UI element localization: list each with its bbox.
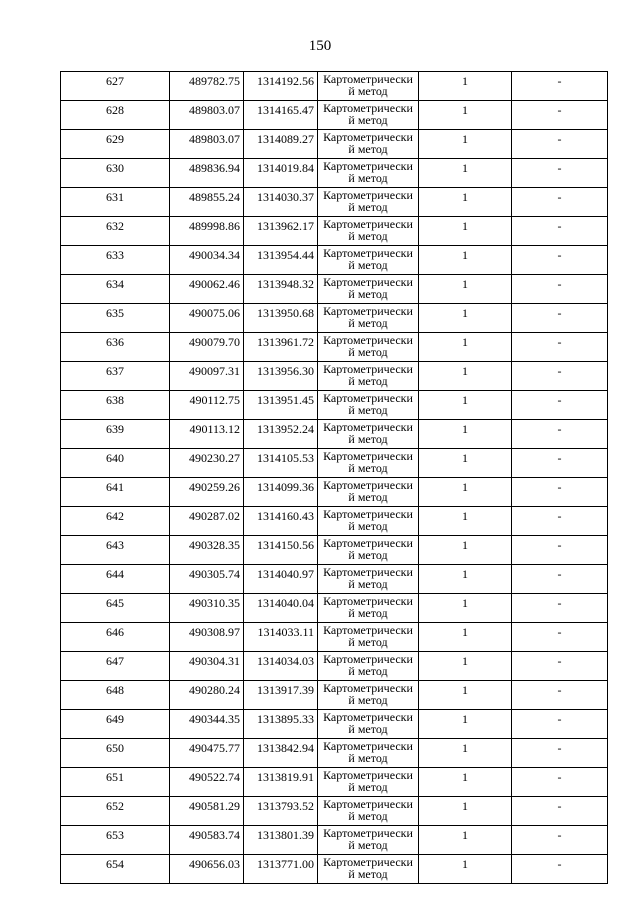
method-text-line-2: й метод bbox=[348, 84, 388, 98]
y-coordinate-cell: 1314089.27 bbox=[244, 130, 318, 159]
y-coordinate-cell: 1314019.84 bbox=[244, 159, 318, 188]
x-coordinate-cell: 490079.70 bbox=[170, 333, 244, 362]
accuracy-cell: 1 bbox=[419, 304, 512, 333]
table-row bbox=[61, 855, 608, 884]
method-text-line-2: й метод bbox=[348, 432, 388, 446]
x-coordinate-cell: 490475.77 bbox=[170, 739, 244, 768]
coordinates-table-body bbox=[61, 72, 608, 884]
accuracy-cell: 1 bbox=[419, 594, 512, 623]
point-number-cell: 637 bbox=[61, 362, 170, 391]
accuracy-cell: 1 bbox=[419, 246, 512, 275]
y-coordinate-cell: 1313961.72 bbox=[244, 333, 318, 362]
y-coordinate-cell: 1313956.30 bbox=[244, 362, 318, 391]
method-text-line-2: й метод bbox=[348, 403, 388, 417]
note-cell: - bbox=[512, 275, 608, 304]
table-row bbox=[61, 536, 608, 565]
y-coordinate-cell: 1313793.52 bbox=[244, 797, 318, 826]
note-cell: - bbox=[512, 652, 608, 681]
method-cell bbox=[318, 652, 419, 681]
point-number-cell: 649 bbox=[61, 710, 170, 739]
method-text-line-2: й метод bbox=[348, 548, 388, 562]
note-cell: - bbox=[512, 681, 608, 710]
y-coordinate-cell: 1314105.53 bbox=[244, 449, 318, 478]
note-cell: - bbox=[512, 217, 608, 246]
table-row bbox=[61, 217, 608, 246]
method-cell bbox=[318, 391, 419, 420]
note-cell: - bbox=[512, 246, 608, 275]
x-coordinate-cell: 489782.75 bbox=[170, 72, 244, 101]
method-text-line-1: Картометрически bbox=[323, 420, 413, 434]
method-text-line-2: й метод bbox=[348, 577, 388, 591]
method-cell bbox=[318, 159, 419, 188]
method-text-line-2: й метод bbox=[348, 345, 388, 359]
y-coordinate-cell: 1313950.68 bbox=[244, 304, 318, 333]
method-text-line-2: й метод bbox=[348, 780, 388, 794]
point-number-cell: 632 bbox=[61, 217, 170, 246]
y-coordinate-cell: 1313801.39 bbox=[244, 826, 318, 855]
note-cell: - bbox=[512, 739, 608, 768]
accuracy-cell: 1 bbox=[419, 275, 512, 304]
table-row bbox=[61, 478, 608, 507]
x-coordinate-cell: 490112.75 bbox=[170, 391, 244, 420]
method-text-line-2: й метод bbox=[348, 258, 388, 272]
note-cell: - bbox=[512, 72, 608, 101]
method-cell bbox=[318, 855, 419, 884]
note-cell: - bbox=[512, 855, 608, 884]
note-cell: - bbox=[512, 623, 608, 652]
method-text-line-1: Картометрически bbox=[323, 507, 413, 521]
point-number-cell: 634 bbox=[61, 275, 170, 304]
method-text-line-1: Картометрически bbox=[323, 217, 413, 231]
table-row bbox=[61, 826, 608, 855]
y-coordinate-cell: 1314034.03 bbox=[244, 652, 318, 681]
note-cell: - bbox=[512, 449, 608, 478]
y-coordinate-cell: 1314040.04 bbox=[244, 594, 318, 623]
method-text-line-2: й метод bbox=[348, 809, 388, 823]
method-text-line-2: й метод bbox=[348, 461, 388, 475]
note-cell: - bbox=[512, 420, 608, 449]
y-coordinate-cell: 1313952.24 bbox=[244, 420, 318, 449]
note-cell: - bbox=[512, 188, 608, 217]
point-number-cell: 644 bbox=[61, 565, 170, 594]
y-coordinate-cell: 1313819.91 bbox=[244, 768, 318, 797]
method-cell bbox=[318, 420, 419, 449]
method-text-line-2: й метод bbox=[348, 751, 388, 765]
method-text-line-1: Картометрически bbox=[323, 275, 413, 289]
y-coordinate-cell: 1314040.97 bbox=[244, 565, 318, 594]
table-row bbox=[61, 246, 608, 275]
method-text-line-1: Картометрически bbox=[323, 797, 413, 811]
x-coordinate-cell: 490344.35 bbox=[170, 710, 244, 739]
method-cell bbox=[318, 565, 419, 594]
accuracy-cell: 1 bbox=[419, 652, 512, 681]
y-coordinate-cell: 1313895.33 bbox=[244, 710, 318, 739]
accuracy-cell: 1 bbox=[419, 710, 512, 739]
x-coordinate-cell: 489836.94 bbox=[170, 159, 244, 188]
point-number-cell: 636 bbox=[61, 333, 170, 362]
method-text-line-1: Картометрически bbox=[323, 681, 413, 695]
method-text-line-2: й метод bbox=[348, 838, 388, 852]
method-cell bbox=[318, 623, 419, 652]
y-coordinate-cell: 1314099.36 bbox=[244, 478, 318, 507]
method-cell bbox=[318, 681, 419, 710]
point-number-cell: 650 bbox=[61, 739, 170, 768]
point-number-cell: 642 bbox=[61, 507, 170, 536]
x-coordinate-cell: 490075.06 bbox=[170, 304, 244, 333]
method-text-line-1: Картометрически bbox=[323, 333, 413, 347]
accuracy-cell: 1 bbox=[419, 420, 512, 449]
point-number-cell: 629 bbox=[61, 130, 170, 159]
point-number-cell: 646 bbox=[61, 623, 170, 652]
method-text-line-2: й метод bbox=[348, 664, 388, 678]
table-row bbox=[61, 797, 608, 826]
method-text-line-2: й метод bbox=[348, 287, 388, 301]
x-coordinate-cell: 490310.35 bbox=[170, 594, 244, 623]
point-number-cell: 628 bbox=[61, 101, 170, 130]
point-number-cell: 641 bbox=[61, 478, 170, 507]
table-row bbox=[61, 362, 608, 391]
x-coordinate-cell: 489998.86 bbox=[170, 217, 244, 246]
y-coordinate-cell: 1313842.94 bbox=[244, 739, 318, 768]
y-coordinate-cell: 1314150.56 bbox=[244, 536, 318, 565]
method-cell bbox=[318, 217, 419, 246]
method-cell bbox=[318, 739, 419, 768]
x-coordinate-cell: 490305.74 bbox=[170, 565, 244, 594]
method-cell bbox=[318, 449, 419, 478]
method-text-line-1: Картометрически bbox=[323, 768, 413, 782]
y-coordinate-cell: 1314165.47 bbox=[244, 101, 318, 130]
method-text-line-1: Картометрически bbox=[323, 130, 413, 144]
method-text-line-2: й метод bbox=[348, 490, 388, 504]
method-cell bbox=[318, 826, 419, 855]
method-cell bbox=[318, 797, 419, 826]
note-cell: - bbox=[512, 594, 608, 623]
note-cell: - bbox=[512, 333, 608, 362]
method-text-line-2: й метод bbox=[348, 316, 388, 330]
accuracy-cell: 1 bbox=[419, 130, 512, 159]
point-number-cell: 630 bbox=[61, 159, 170, 188]
method-cell bbox=[318, 536, 419, 565]
accuracy-cell: 1 bbox=[419, 478, 512, 507]
table-row bbox=[61, 507, 608, 536]
accuracy-cell: 1 bbox=[419, 855, 512, 884]
table-row bbox=[61, 449, 608, 478]
method-text-line-1: Картометрически bbox=[323, 478, 413, 492]
table-row bbox=[61, 391, 608, 420]
method-text-line-1: Картометрически bbox=[323, 710, 413, 724]
method-text-line-1: Картометрически bbox=[323, 72, 413, 86]
x-coordinate-cell: 490259.26 bbox=[170, 478, 244, 507]
accuracy-cell: 1 bbox=[419, 72, 512, 101]
x-coordinate-cell: 490113.12 bbox=[170, 420, 244, 449]
table-row bbox=[61, 594, 608, 623]
note-cell: - bbox=[512, 362, 608, 391]
method-text-line-1: Картометрически bbox=[323, 826, 413, 840]
method-text-line-2: й метод bbox=[348, 693, 388, 707]
table-row bbox=[61, 623, 608, 652]
method-text-line-2: й метод bbox=[348, 722, 388, 736]
method-text-line-1: Картометрически bbox=[323, 739, 413, 753]
point-number-cell: 640 bbox=[61, 449, 170, 478]
accuracy-cell: 1 bbox=[419, 507, 512, 536]
y-coordinate-cell: 1313954.44 bbox=[244, 246, 318, 275]
y-coordinate-cell: 1313962.17 bbox=[244, 217, 318, 246]
table-row bbox=[61, 101, 608, 130]
method-text-line-1: Картометрически bbox=[323, 101, 413, 115]
y-coordinate-cell: 1314192.56 bbox=[244, 72, 318, 101]
point-number-cell: 643 bbox=[61, 536, 170, 565]
table-row bbox=[61, 768, 608, 797]
y-coordinate-cell: 1313771.00 bbox=[244, 855, 318, 884]
note-cell: - bbox=[512, 826, 608, 855]
method-cell bbox=[318, 130, 419, 159]
note-cell: - bbox=[512, 478, 608, 507]
table-row bbox=[61, 710, 608, 739]
accuracy-cell: 1 bbox=[419, 333, 512, 362]
table-row bbox=[61, 652, 608, 681]
note-cell: - bbox=[512, 304, 608, 333]
accuracy-cell: 1 bbox=[419, 768, 512, 797]
point-number-cell: 654 bbox=[61, 855, 170, 884]
accuracy-cell: 1 bbox=[419, 565, 512, 594]
method-cell bbox=[318, 507, 419, 536]
accuracy-cell: 1 bbox=[419, 681, 512, 710]
y-coordinate-cell: 1314033.11 bbox=[244, 623, 318, 652]
method-text-line-1: Картометрически bbox=[323, 449, 413, 463]
x-coordinate-cell: 490287.02 bbox=[170, 507, 244, 536]
method-text-line-1: Картометрически bbox=[323, 594, 413, 608]
method-cell bbox=[318, 304, 419, 333]
method-cell bbox=[318, 362, 419, 391]
table-row bbox=[61, 72, 608, 101]
method-cell bbox=[318, 101, 419, 130]
x-coordinate-cell: 490304.31 bbox=[170, 652, 244, 681]
method-cell bbox=[318, 72, 419, 101]
method-text-line-1: Картометрически bbox=[323, 855, 413, 869]
method-text-line-1: Картометрически bbox=[323, 623, 413, 637]
accuracy-cell: 1 bbox=[419, 391, 512, 420]
method-cell bbox=[318, 188, 419, 217]
method-text-line-2: й метод bbox=[348, 867, 388, 881]
x-coordinate-cell: 490097.31 bbox=[170, 362, 244, 391]
point-number-cell: 639 bbox=[61, 420, 170, 449]
method-text-line-2: й метод bbox=[348, 606, 388, 620]
y-coordinate-cell: 1313917.39 bbox=[244, 681, 318, 710]
note-cell: - bbox=[512, 565, 608, 594]
method-text-line-2: й метод bbox=[348, 635, 388, 649]
method-cell bbox=[318, 478, 419, 507]
point-number-cell: 638 bbox=[61, 391, 170, 420]
page-number: 150 bbox=[308, 38, 332, 54]
y-coordinate-cell: 1314030.37 bbox=[244, 188, 318, 217]
y-coordinate-cell: 1313951.45 bbox=[244, 391, 318, 420]
table-row bbox=[61, 333, 608, 362]
point-number-cell: 627 bbox=[61, 72, 170, 101]
method-text-line-2: й метод bbox=[348, 200, 388, 214]
x-coordinate-cell: 490656.03 bbox=[170, 855, 244, 884]
note-cell: - bbox=[512, 507, 608, 536]
table-row bbox=[61, 420, 608, 449]
x-coordinate-cell: 489803.07 bbox=[170, 130, 244, 159]
accuracy-cell: 1 bbox=[419, 188, 512, 217]
note-cell: - bbox=[512, 797, 608, 826]
point-number-cell: 652 bbox=[61, 797, 170, 826]
note-cell: - bbox=[512, 130, 608, 159]
point-number-cell: 651 bbox=[61, 768, 170, 797]
y-coordinate-cell: 1313948.32 bbox=[244, 275, 318, 304]
x-coordinate-cell: 490328.35 bbox=[170, 536, 244, 565]
table-row bbox=[61, 739, 608, 768]
table-row bbox=[61, 130, 608, 159]
point-number-cell: 633 bbox=[61, 246, 170, 275]
accuracy-cell: 1 bbox=[419, 101, 512, 130]
note-cell: - bbox=[512, 710, 608, 739]
method-text-line-2: й метод bbox=[348, 519, 388, 533]
note-cell: - bbox=[512, 391, 608, 420]
method-text-line-1: Картометрически bbox=[323, 362, 413, 376]
method-text-line-2: й метод bbox=[348, 229, 388, 243]
note-cell: - bbox=[512, 536, 608, 565]
table-row bbox=[61, 304, 608, 333]
method-text-line-1: Картометрически bbox=[323, 246, 413, 260]
method-text-line-1: Картометрически bbox=[323, 159, 413, 173]
method-text-line-1: Картометрически bbox=[323, 391, 413, 405]
accuracy-cell: 1 bbox=[419, 217, 512, 246]
x-coordinate-cell: 489855.24 bbox=[170, 188, 244, 217]
point-number-cell: 645 bbox=[61, 594, 170, 623]
accuracy-cell: 1 bbox=[419, 826, 512, 855]
method-cell bbox=[318, 594, 419, 623]
method-text-line-2: й метод bbox=[348, 142, 388, 156]
method-text-line-1: Картометрически bbox=[323, 188, 413, 202]
table-row bbox=[61, 188, 608, 217]
x-coordinate-cell: 490583.74 bbox=[170, 826, 244, 855]
x-coordinate-cell: 489803.07 bbox=[170, 101, 244, 130]
method-cell bbox=[318, 275, 419, 304]
method-text-line-1: Картометрически bbox=[323, 652, 413, 666]
x-coordinate-cell: 490581.29 bbox=[170, 797, 244, 826]
method-text-line-2: й метод bbox=[348, 374, 388, 388]
note-cell: - bbox=[512, 768, 608, 797]
x-coordinate-cell: 490034.34 bbox=[170, 246, 244, 275]
x-coordinate-cell: 490522.74 bbox=[170, 768, 244, 797]
point-number-cell: 648 bbox=[61, 681, 170, 710]
method-text-line-2: й метод bbox=[348, 171, 388, 185]
y-coordinate-cell: 1314160.43 bbox=[244, 507, 318, 536]
method-text-line-1: Картометрически bbox=[323, 536, 413, 550]
accuracy-cell: 1 bbox=[419, 797, 512, 826]
method-cell bbox=[318, 246, 419, 275]
x-coordinate-cell: 490230.27 bbox=[170, 449, 244, 478]
point-number-cell: 631 bbox=[61, 188, 170, 217]
x-coordinate-cell: 490280.24 bbox=[170, 681, 244, 710]
method-text-line-2: й метод bbox=[348, 113, 388, 127]
point-number-cell: 635 bbox=[61, 304, 170, 333]
accuracy-cell: 1 bbox=[419, 536, 512, 565]
accuracy-cell: 1 bbox=[419, 362, 512, 391]
coordinates-table bbox=[60, 71, 608, 884]
table-row bbox=[61, 681, 608, 710]
accuracy-cell: 1 bbox=[419, 159, 512, 188]
accuracy-cell: 1 bbox=[419, 739, 512, 768]
note-cell: - bbox=[512, 101, 608, 130]
table-row bbox=[61, 275, 608, 304]
point-number-cell: 653 bbox=[61, 826, 170, 855]
method-text-line-1: Картометрически bbox=[323, 304, 413, 318]
method-text-line-1: Картометрически bbox=[323, 565, 413, 579]
method-cell bbox=[318, 333, 419, 362]
table-row bbox=[61, 565, 608, 594]
x-coordinate-cell: 490308.97 bbox=[170, 623, 244, 652]
accuracy-cell: 1 bbox=[419, 623, 512, 652]
table-row bbox=[61, 159, 608, 188]
x-coordinate-cell: 490062.46 bbox=[170, 275, 244, 304]
method-cell bbox=[318, 710, 419, 739]
note-cell: - bbox=[512, 159, 608, 188]
point-number-cell: 647 bbox=[61, 652, 170, 681]
accuracy-cell: 1 bbox=[419, 449, 512, 478]
method-cell bbox=[318, 768, 419, 797]
